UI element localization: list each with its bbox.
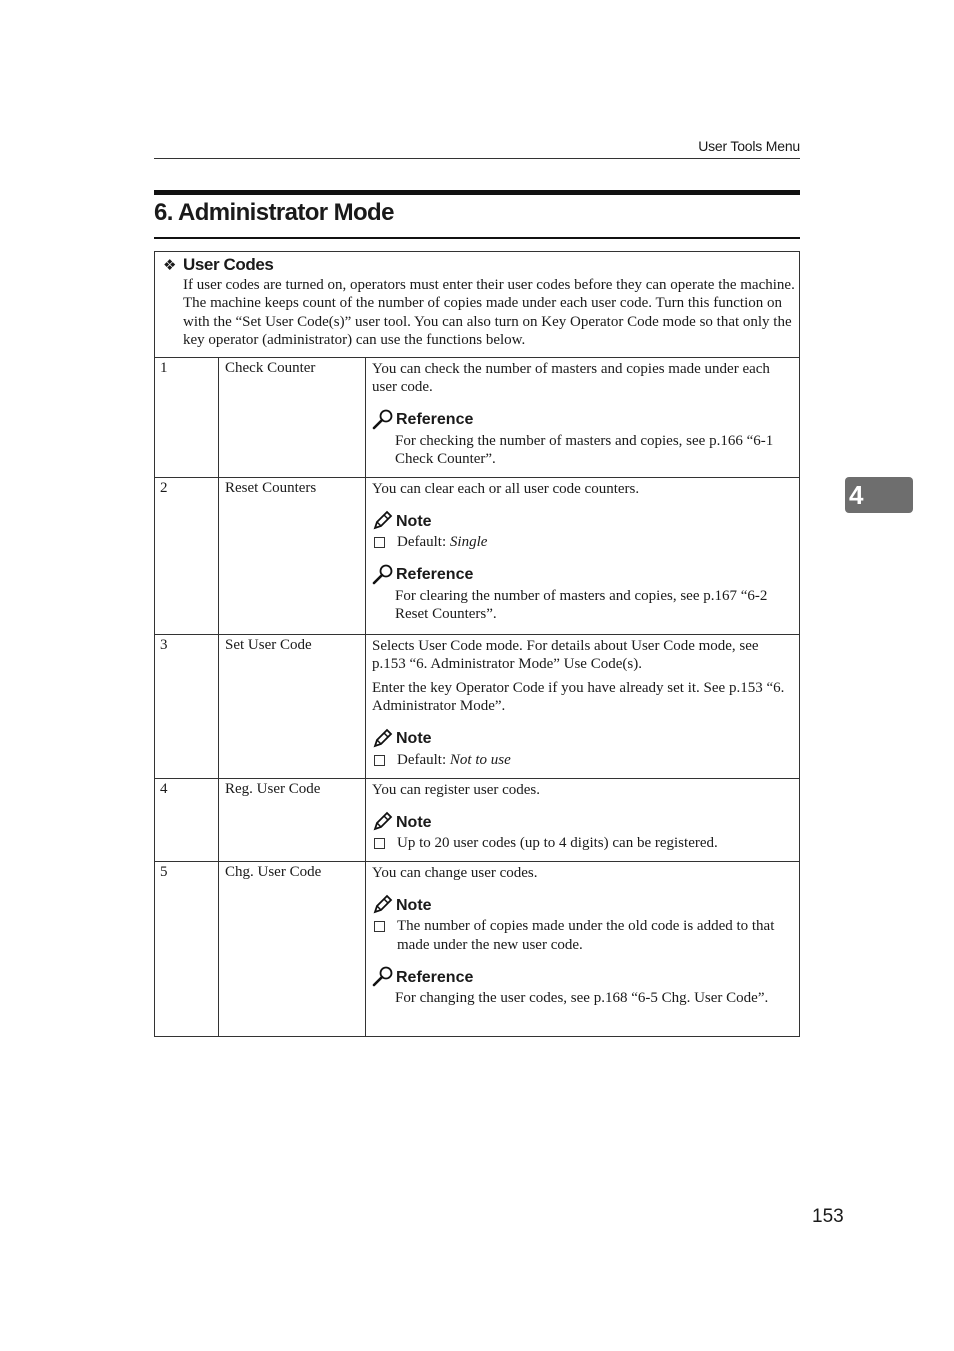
- row-name: Set User Code: [219, 635, 366, 778]
- table-row: [155, 862, 799, 1036]
- table-row: [155, 779, 799, 862]
- chapter-tab: 4: [845, 477, 913, 513]
- running-header: User Tools Menu: [698, 138, 800, 154]
- checkbox-bullet-icon: [374, 838, 385, 849]
- default-prefix: Default:: [397, 534, 450, 551]
- reference-text: For changing the user codes, see p.168 “6-5 Chg. User Code”.: [395, 990, 769, 1007]
- row-number: 4: [155, 779, 219, 861]
- description-text: You can clear each or all user code counters.: [372, 481, 640, 497]
- row-description: [366, 862, 799, 1036]
- note-heading: [372, 808, 795, 832]
- diamond-bullet-icon: ❖: [163, 257, 177, 274]
- checkbox-bullet-icon: [374, 537, 385, 548]
- section-heading-text: User Codes: [183, 255, 274, 274]
- note-heading: [372, 891, 795, 915]
- magnifier-icon: [372, 965, 394, 987]
- row-name: Check Counter: [219, 358, 366, 477]
- section-heading: [163, 255, 273, 275]
- row-description: [366, 635, 799, 778]
- row-number: 1: [155, 358, 219, 477]
- reference-label: Reference: [396, 566, 474, 584]
- user-codes-table: [154, 251, 800, 1037]
- table-row: [155, 635, 799, 779]
- magnifier-icon: [372, 563, 394, 585]
- note-text: Up to 20 user codes (up to 4 digits) can be registered.: [397, 835, 718, 852]
- default-value: Not to use: [449, 751, 511, 768]
- note-item: [372, 834, 795, 852]
- pencil-icon: [372, 810, 394, 832]
- row-name: Reset Counters: [219, 478, 366, 634]
- pencil-icon: [372, 727, 394, 749]
- note-label: Note: [396, 730, 432, 748]
- row-name: Reg. User Code: [219, 779, 366, 861]
- description-text: You can check the number of masters and copies made under each user code.: [372, 361, 770, 396]
- note-label: Note: [396, 513, 432, 530]
- default-value: Single: [449, 534, 488, 551]
- page-title: 6. Administrator Mode: [154, 199, 394, 226]
- default-prefix: Default:: [397, 751, 450, 768]
- intro-text: If user codes are turned on, operators must enter their user codes before they can operate the machine. The machine keeps count of the number of copies made under each user code. Turn this function on with the “Set User Code(s)” user tool. You can also turn on Key Operator Code mode so that only the key operator (administrator) can use the functions below.: [183, 277, 795, 349]
- reference-text: For clearing the number of masters and copies, see p.167 “6-2 Reset Counters”.: [395, 587, 768, 623]
- note-heading: [372, 507, 795, 531]
- row-description: [366, 478, 799, 634]
- intro-block: [155, 252, 799, 358]
- reference-heading: [372, 406, 795, 430]
- note-label: Note: [396, 814, 432, 831]
- reference-heading: [372, 963, 795, 987]
- note-label: Note: [396, 897, 432, 914]
- page-number: 153: [812, 1206, 844, 1227]
- row-number: 2: [155, 478, 219, 634]
- reference-label: Reference: [396, 968, 474, 986]
- note-item: [372, 917, 795, 954]
- row-description: [366, 779, 799, 861]
- row-description: [366, 358, 799, 477]
- reference-label: Reference: [396, 411, 474, 429]
- note-item: [372, 533, 795, 551]
- note-heading: [372, 725, 795, 749]
- pencil-icon: [372, 893, 394, 915]
- reference-heading: [372, 561, 795, 585]
- row-number: 3: [155, 635, 219, 778]
- checkbox-bullet-icon: [374, 755, 385, 766]
- description-text: Enter the key Operator Code if you have already set it. See p.153 “6. Administrator Mode”.: [372, 679, 785, 715]
- note-item: [372, 751, 795, 769]
- row-name: Chg. User Code: [219, 862, 366, 1036]
- note-text: The number of copies made under the old code is added to that made under the new user code.: [397, 918, 775, 953]
- checkbox-bullet-icon: [374, 921, 385, 932]
- magnifier-icon: [372, 408, 394, 430]
- row-number: 5: [155, 862, 219, 1036]
- table-row: [155, 478, 799, 635]
- reference-text: For checking the number of masters and copies, see p.166 “6-1 Check Counter”.: [395, 432, 774, 468]
- header-rule: [154, 158, 800, 159]
- description-text: You can register user codes.: [372, 782, 541, 798]
- description-text: You can change user codes.: [372, 865, 538, 881]
- title-rule-bottom: [154, 237, 800, 239]
- pencil-icon: [372, 509, 394, 531]
- description-text: Selects User Code mode. For details about User Code mode, see p.153 “6. Administrator Mode” Use Code(s).: [372, 638, 759, 673]
- title-rule-top: [154, 190, 800, 195]
- table-row: [155, 358, 799, 478]
